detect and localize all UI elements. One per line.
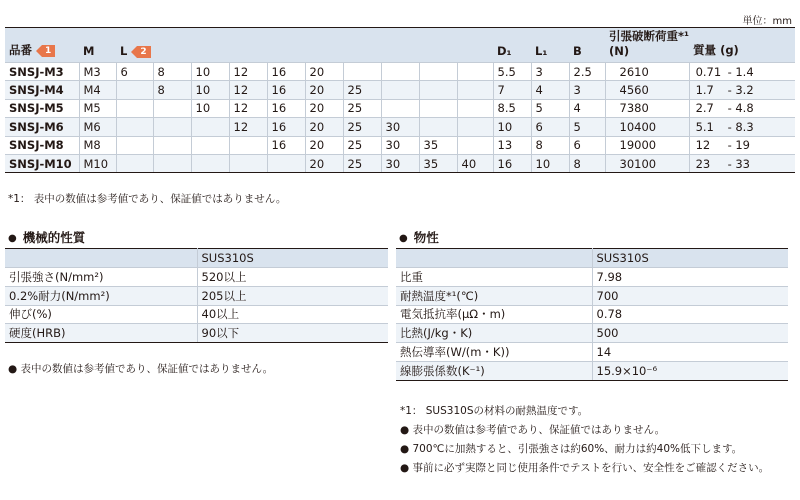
property-label: 熱伝導率(W/(m・K)) [396,343,592,362]
property-row [396,361,788,380]
physical-note: ● 事前に必ず実際と同じ使用条件でテストを行い、安全性をご確認ください。 [400,462,770,474]
length-cell [153,118,191,136]
property-label: 線膨張係数(K⁻¹) [396,361,592,380]
length-cell [419,81,457,99]
property-row [396,305,788,324]
part-number: SNSJ-M3 [5,63,79,81]
part-number: SNSJ-M10 [5,154,79,172]
length-cell [153,99,191,117]
mass-min: 12 [695,138,711,153]
header-d1: D₁ [497,44,512,58]
length-cell [419,63,457,81]
length-cell [191,154,229,172]
mechanical-table [5,248,388,343]
length-cell: 25 [343,136,381,154]
unit-label: 単位：mm [742,16,792,27]
mass-min: 23 [695,156,711,171]
header-l: L 2 [116,28,493,63]
length-cell [229,154,267,172]
length-cell [457,99,493,117]
mass-min: 5.1 [695,119,714,134]
mechanical-material: SUS310S [197,249,388,268]
mass-max: - 1.4 [727,64,754,79]
length-cell [116,118,153,136]
tensile-value: 19000 [605,136,689,154]
length-cell: 35 [419,154,457,172]
header-m: M [83,44,95,58]
length-cell [191,136,229,154]
length-cell: 30 [381,136,419,154]
property-row [5,268,388,287]
property-value: 14 [592,343,788,362]
l1-value: 10 [531,154,569,172]
part-number: SNSJ-M8 [5,136,79,154]
header-part: 品番 1 [5,28,79,63]
property-label: 伸び(%) [5,305,197,324]
part-number: SNSJ-M5 [5,99,79,117]
length-cell [116,99,153,117]
length-cell [457,63,493,81]
thread-size: M3 [79,63,116,81]
mechanical-note: ● 表中の数値は参考値であり、保証値ではありません。 [8,363,274,375]
mass-min: 1.7 [695,83,714,98]
b-value: 3 [569,81,605,99]
physical-material: SUS310S [592,249,788,268]
spec-note: *1： 表中の数値は参考値であり、保証値ではありません。 [8,193,287,205]
mass-value [689,118,795,136]
property-label: 耐熱温度*¹(℃) [396,286,592,305]
length-cell [419,99,457,117]
length-cell: 16 [267,81,305,99]
thread-size: M6 [79,118,116,136]
length-cell: 20 [305,63,343,81]
physical-note: *1： SUS310Sの材料の耐熱温度です。 [400,405,589,417]
length-cell [229,136,267,154]
table-row [5,81,795,99]
length-cell: 25 [343,154,381,172]
length-cell: 16 [267,136,305,154]
property-row [5,305,388,324]
d1-value: 7 [493,81,531,99]
property-row [396,268,788,287]
note-badge-2: 2 [137,46,150,58]
mass-max: - 33 [727,156,751,171]
length-cell [457,81,493,99]
length-cell: 25 [343,118,381,136]
part-number: SNSJ-M4 [5,81,79,99]
property-row [5,324,388,343]
property-label: 0.2%耐力(N/mm²) [5,286,197,305]
l1-value: 5 [531,99,569,117]
mass-min: 2.7 [695,101,714,116]
mass-max: - 8.3 [727,119,754,134]
property-row [396,324,788,343]
table-row [5,154,795,172]
length-cell: 12 [229,63,267,81]
d1-value: 8.5 [493,99,531,117]
property-row [396,343,788,362]
mechanical-title: ● 機械的性質 [8,228,85,246]
tensile-value: 10400 [605,118,689,136]
property-value: 0.78 [592,305,788,324]
table-row [5,99,795,117]
property-value: 520以上 [197,268,388,287]
length-cell [191,118,229,136]
length-cell: 8 [153,81,191,99]
property-value: 40以上 [197,305,388,324]
mass-max: - 4.8 [727,101,754,116]
length-cell [153,154,191,172]
length-cell: 20 [305,99,343,117]
d1-value: 10 [493,118,531,136]
mechanical-header-row [5,249,388,268]
tensile-value: 30100 [605,154,689,172]
property-row [5,286,388,305]
length-cell: 20 [305,81,343,99]
tensile-value: 4560 [605,81,689,99]
length-cell: 40 [457,154,493,172]
mass-value [689,99,795,117]
mass-value [689,63,795,81]
physical-title: ● 物性 [399,228,439,246]
length-cell: 30 [381,118,419,136]
length-cell [116,136,153,154]
mass-max: - 19 [727,138,751,153]
length-cell: 10 [191,81,229,99]
length-cell: 35 [419,136,457,154]
length-cell: 16 [267,63,305,81]
physical-header-row [396,249,788,268]
note-badge-1: 1 [42,45,55,57]
length-cell: 6 [116,63,153,81]
tensile-value: 7380 [605,99,689,117]
header-mass: 質量 (g) [693,43,739,57]
property-row [396,286,788,305]
header-b: B [573,44,582,58]
length-cell: 10 [191,63,229,81]
property-label: 比熱(J/kg・K) [396,324,592,343]
length-cell: 12 [229,118,267,136]
length-cell: 12 [229,99,267,117]
spec-header-row [5,28,795,63]
b-value: 5 [569,118,605,136]
length-cell: 30 [381,154,419,172]
thread-size: M8 [79,136,116,154]
mass-value [689,81,795,99]
length-cell [116,81,153,99]
property-label: 硬度(HRB) [5,324,197,343]
b-value: 4 [569,99,605,117]
length-cell [457,118,493,136]
length-cell: 8 [153,63,191,81]
l1-value: 3 [531,63,569,81]
length-cell: 25 [343,81,381,99]
property-value: 7.98 [592,268,788,287]
length-cell [343,63,381,81]
length-cell: 16 [267,118,305,136]
table-row [5,136,795,154]
tensile-value: 2610 [605,63,689,81]
d1-value: 13 [493,136,531,154]
header-tensile: 引張破断荷重*¹ (N) [609,29,690,58]
d1-value: 5.5 [493,63,531,81]
b-value: 6 [569,136,605,154]
length-cell: 20 [305,118,343,136]
property-value: 700 [592,286,788,305]
property-value: 15.9×10⁻⁶ [592,361,788,380]
spec-table [5,27,795,173]
length-cell: 16 [267,99,305,117]
thread-size: M4 [79,81,116,99]
physical-table [396,248,788,381]
l1-value: 4 [531,81,569,99]
length-cell [153,136,191,154]
length-cell [381,81,419,99]
table-row [5,63,795,81]
property-value: 90以下 [197,324,388,343]
physical-note: ● 700℃に加熱すると、引張強さは約60%、耐力は約40%低下します。 [400,443,743,455]
b-value: 2.5 [569,63,605,81]
physical-note: ● 表中の数値は参考値であり、保証値ではありません。 [400,424,666,436]
b-value: 8 [569,154,605,172]
mass-min: 0.71 [695,64,722,79]
mass-value [689,136,795,154]
length-cell: 12 [229,81,267,99]
length-cell: 20 [305,136,343,154]
thread-size: M5 [79,99,116,117]
length-cell: 10 [191,99,229,117]
length-cell [457,136,493,154]
property-label: 電気抵抗率(μΩ・m) [396,305,592,324]
length-cell [381,63,419,81]
property-value: 205以上 [197,286,388,305]
property-label: 引張強さ(N/mm²) [5,268,197,287]
header-l1: L₁ [535,44,548,58]
d1-value: 16 [493,154,531,172]
length-cell: 25 [343,99,381,117]
part-number: SNSJ-M6 [5,118,79,136]
property-value: 500 [592,324,788,343]
length-cell: 20 [305,154,343,172]
l1-value: 6 [531,118,569,136]
length-cell [381,99,419,117]
length-cell [419,118,457,136]
length-cell [267,154,305,172]
table-row [5,118,795,136]
mass-value [689,154,795,172]
property-label: 比重 [396,268,592,287]
l1-value: 8 [531,136,569,154]
mass-max: - 3.2 [727,83,754,98]
thread-size: M10 [79,154,116,172]
length-cell [116,154,153,172]
